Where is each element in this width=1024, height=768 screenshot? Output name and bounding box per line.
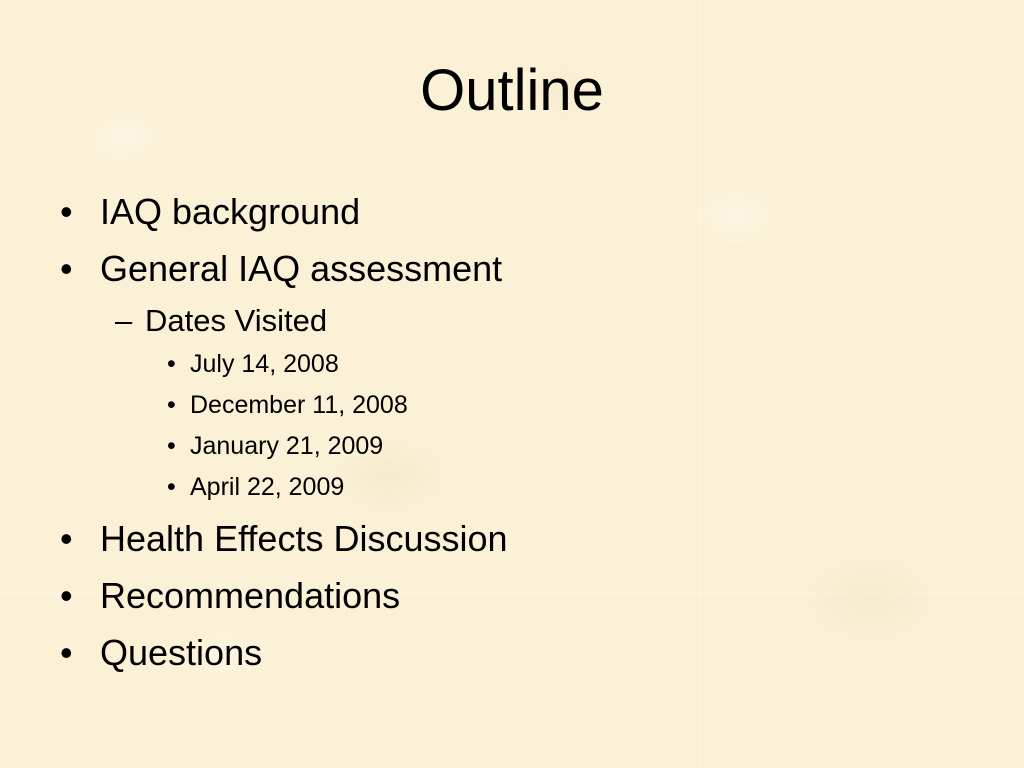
date-item bbox=[167, 350, 339, 378]
bullet-item-health-effects-discussion bbox=[60, 518, 508, 559]
sub-item-dates-visited bbox=[115, 303, 328, 338]
date-text: July 14, 2008 bbox=[190, 350, 339, 378]
bullet-marker: • bbox=[60, 191, 73, 232]
bullet-item-general-iaq-assessment bbox=[60, 248, 503, 289]
bullet-text: Health Effects Discussion bbox=[100, 518, 508, 559]
bullet-marker: • bbox=[60, 575, 73, 616]
date-item bbox=[167, 432, 384, 460]
bullet-marker: • bbox=[167, 350, 176, 378]
sub-item-text: Dates Visited bbox=[145, 303, 328, 338]
bullet-marker: • bbox=[167, 432, 176, 460]
date-item bbox=[167, 473, 345, 501]
bullet-marker: • bbox=[60, 248, 73, 289]
bullet-marker: • bbox=[60, 632, 73, 673]
date-item bbox=[167, 391, 408, 419]
dash-marker: – bbox=[115, 303, 133, 338]
date-text: January 21, 2009 bbox=[190, 432, 384, 460]
bullet-text: Questions bbox=[100, 632, 263, 673]
date-text: April 22, 2009 bbox=[190, 473, 345, 501]
bullet-marker: • bbox=[167, 391, 176, 419]
bullet-marker: • bbox=[167, 473, 176, 501]
bullet-item-questions bbox=[60, 632, 263, 673]
bullet-item-recommendations bbox=[60, 575, 401, 616]
date-text: December 11, 2008 bbox=[190, 391, 408, 419]
bullet-text: Recommendations bbox=[100, 575, 401, 616]
bullet-marker: • bbox=[60, 518, 73, 559]
bullet-item-iaq-background bbox=[60, 191, 361, 232]
bullet-text: General IAQ assessment bbox=[100, 248, 503, 289]
bullet-text: IAQ background bbox=[100, 191, 361, 232]
slide-title: Outline bbox=[420, 58, 604, 123]
